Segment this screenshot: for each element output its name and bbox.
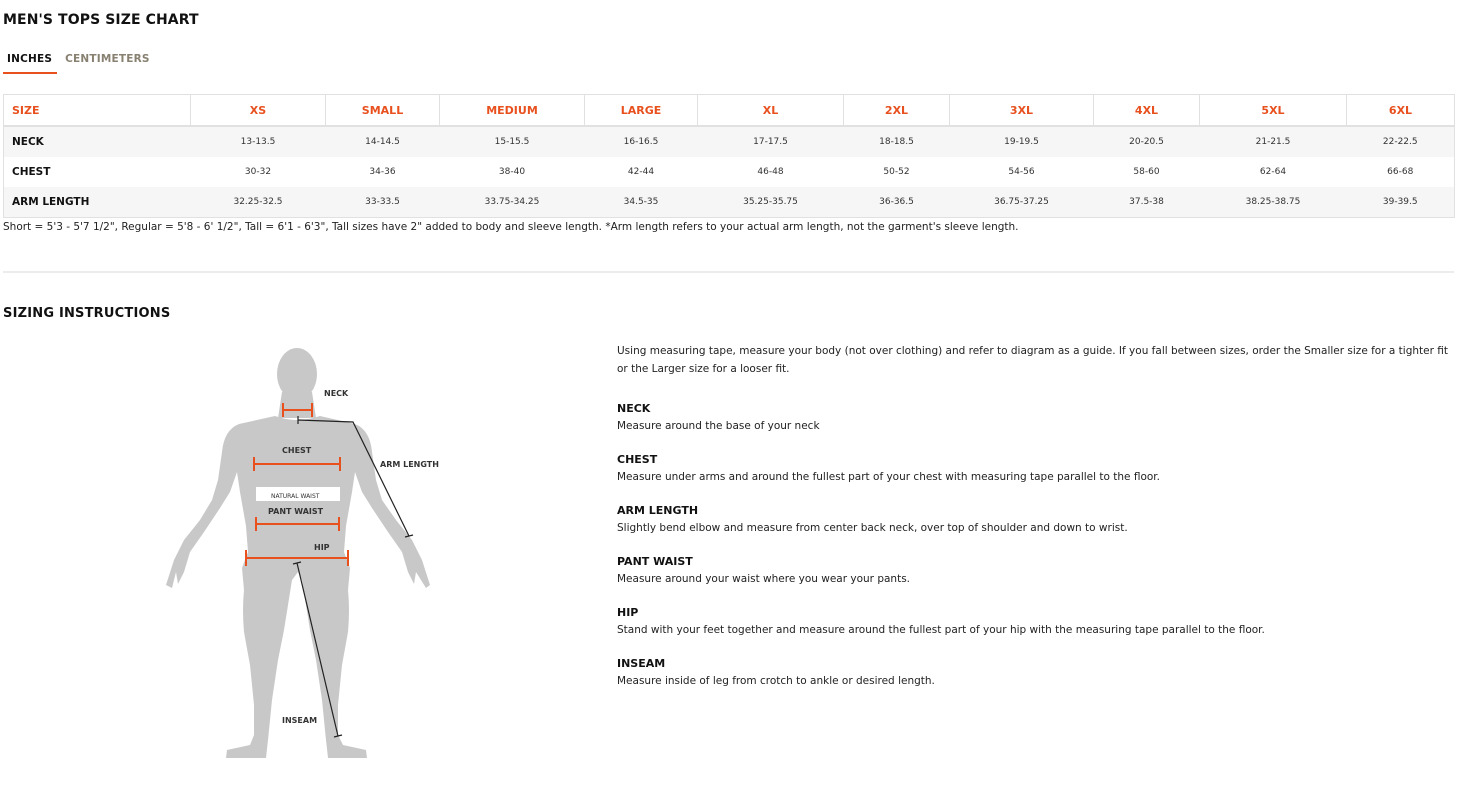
instruction-desc: Stand with your feet together and measure around the fullest part of your hip with the measuring tape parallel to the floor. bbox=[617, 624, 1265, 636]
label-chest: CHEST bbox=[282, 446, 312, 455]
table-cell: 13-13.5 bbox=[191, 126, 326, 157]
table-row-arm-length bbox=[4, 187, 1455, 218]
table-cell: 33-33.5 bbox=[326, 187, 440, 218]
instruction-title: HIP bbox=[617, 606, 639, 619]
table-cell: 36-36.5 bbox=[844, 187, 950, 218]
size-note: Short = 5'3 - 5'7 1/2", Regular = 5'8 - 6' 1/2", Tall = 6'1 - 6'3", Tall sizes have 2" added to body and sleeve length. *Arm length refers to your actual arm length, not the garment's sleeve length. bbox=[3, 221, 1019, 233]
sizing-intro: Using measuring tape, measure your body (not over clothing) and refer to diagram as a guide. If you fall between sizes, order the Smaller size for a tighter fit or the Larger size for a looser fit. bbox=[617, 345, 1448, 375]
label-natural-waist: NATURAL WAIST bbox=[271, 493, 320, 500]
table-cell: 38.25-38.75 bbox=[1200, 187, 1347, 218]
sizing-instructions bbox=[617, 342, 1452, 707]
page-title: MEN'S TOPS SIZE CHART bbox=[3, 12, 199, 28]
table-cell: 50-52 bbox=[883, 167, 910, 177]
table-cell: 21-21.5 bbox=[1200, 126, 1347, 157]
table-header-row bbox=[4, 95, 1455, 127]
instruction-title: NECK bbox=[617, 402, 651, 415]
instruction-neck bbox=[617, 401, 1452, 435]
table-cell: 42-44 bbox=[627, 167, 655, 177]
sizing-instructions-title: SIZING INSTRUCTIONS bbox=[3, 306, 171, 321]
table-cell: 16-16.5 bbox=[585, 126, 698, 157]
table-cell: 22-22.5 bbox=[1347, 126, 1455, 157]
table-cell: 54-56 bbox=[1008, 167, 1035, 177]
table-cell: 34-36 bbox=[369, 167, 396, 177]
table-cell: 39-39.5 bbox=[1347, 187, 1455, 218]
table-cell: 33.75-34.25 bbox=[440, 187, 585, 218]
header-medium: MEDIUM bbox=[440, 95, 585, 127]
table-cell: 20-20.5 bbox=[1094, 126, 1200, 157]
instruction-desc: Slightly bend elbow and measure from center back neck, over top of shoulder and down to wrist. bbox=[617, 522, 1128, 534]
instruction-desc: Measure under arms and around the fullest part of your chest with measuring tape parallel to the floor. bbox=[617, 471, 1161, 483]
table-cell: 17-17.5 bbox=[698, 126, 844, 157]
instruction-desc: Measure around the base of your neck bbox=[617, 420, 820, 432]
row-label: NECK bbox=[4, 126, 191, 157]
instruction-title: CHEST bbox=[617, 453, 658, 466]
table-row-chest bbox=[4, 157, 1455, 187]
table-cell: 18-18.5 bbox=[844, 126, 950, 157]
instruction-title: INSEAM bbox=[617, 657, 666, 670]
table-cell: 35.25-35.75 bbox=[698, 187, 844, 218]
table-cell: 30-32 bbox=[244, 167, 272, 177]
table-cell: 19-19.5 bbox=[950, 126, 1094, 157]
instruction-inseam bbox=[617, 656, 1452, 690]
instruction-desc: Measure around your waist where you wear your pants. bbox=[617, 573, 911, 585]
instruction-hip bbox=[617, 605, 1452, 639]
row-label: CHEST bbox=[12, 166, 51, 178]
label-arm-length: ARM LENGTH bbox=[380, 460, 439, 469]
body-measurement-diagram bbox=[150, 340, 450, 770]
table-cell: 62-64 bbox=[1259, 167, 1287, 177]
instruction-title: ARM LENGTH bbox=[617, 504, 699, 517]
table-row-neck bbox=[4, 126, 1455, 157]
header-large: LARGE bbox=[585, 95, 698, 127]
table-cell: 66-68 bbox=[1387, 167, 1414, 177]
label-pant-waist: PANT WAIST bbox=[268, 507, 324, 516]
table-cell: 46-48 bbox=[757, 167, 784, 177]
header-4xl: 4XL bbox=[1094, 95, 1200, 127]
label-inseam: INSEAM bbox=[282, 716, 318, 725]
body-figure-svg bbox=[150, 340, 450, 770]
row-label: ARM LENGTH bbox=[4, 187, 191, 218]
table-cell: 15-15.5 bbox=[440, 126, 585, 157]
table-cell: 32.25-32.5 bbox=[191, 187, 326, 218]
instruction-desc: Measure inside of leg from crotch to ankle or desired length. bbox=[617, 675, 935, 687]
table-cell: 14-14.5 bbox=[326, 126, 440, 157]
header-2xl: 2XL bbox=[844, 95, 950, 127]
header-5xl: 5XL bbox=[1200, 95, 1347, 127]
tab-inches[interactable]: INCHES bbox=[3, 50, 57, 74]
label-neck: NECK bbox=[324, 389, 349, 398]
table-cell: 37.5-38 bbox=[1094, 187, 1200, 218]
section-divider bbox=[3, 271, 1454, 273]
instruction-arm-length bbox=[617, 503, 1452, 537]
table-cell: 38-40 bbox=[498, 167, 526, 177]
instruction-title: PANT WAIST bbox=[617, 555, 693, 568]
header-xl: XL bbox=[698, 95, 844, 127]
header-6xl: 6XL bbox=[1347, 95, 1455, 127]
header-size: SIZE bbox=[4, 95, 191, 127]
tab-centimeters[interactable]: CENTIMETERS bbox=[65, 53, 150, 65]
instruction-pant-waist bbox=[617, 554, 1452, 588]
header-small: SMALL bbox=[326, 95, 440, 127]
instruction-chest bbox=[617, 452, 1452, 486]
header-xs: XS bbox=[191, 95, 326, 127]
table-cell: 34.5-35 bbox=[585, 187, 698, 218]
label-hip: HIP bbox=[314, 543, 330, 552]
table-cell: 36.75-37.25 bbox=[950, 187, 1094, 218]
table-cell: 58-60 bbox=[1133, 167, 1160, 177]
size-chart-table bbox=[3, 94, 1455, 218]
unit-tabs bbox=[3, 50, 159, 74]
header-3xl: 3XL bbox=[950, 95, 1094, 127]
